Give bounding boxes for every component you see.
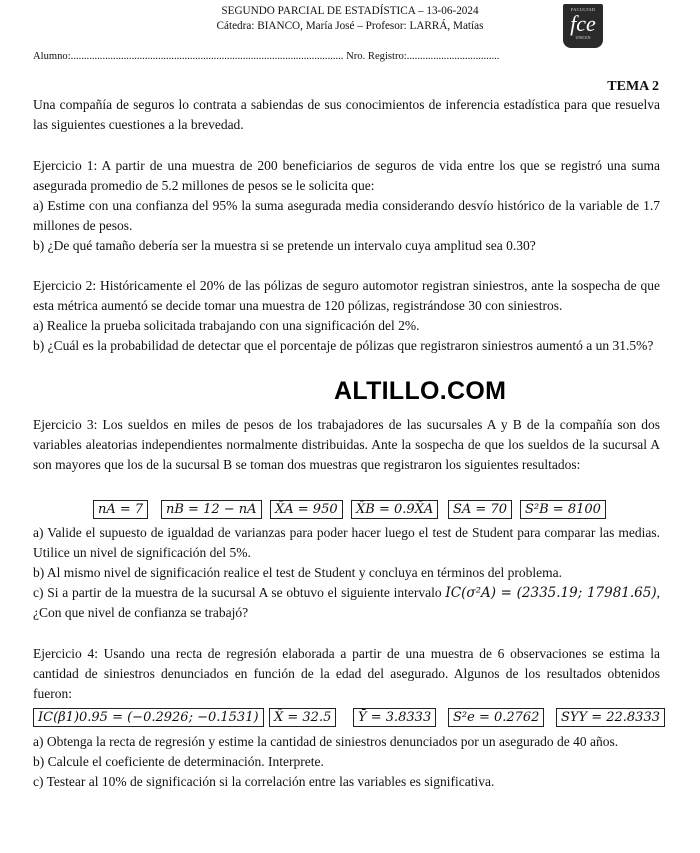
logo-main-text: fce — [570, 11, 596, 36]
ex4-part-a: a) Obtenga la recta de regresión y estime la cantidad de siniestros denunciados por un asegurado de 40 años. — [33, 734, 619, 749]
ex3-part-c-post: , ¿Con que nivel de confianza se trabajó? — [33, 585, 661, 620]
intro-text: Una compañía de seguros lo contrata a sabiendas de sus conocimientos de inferencia estadística para que resuelva las siguientes cuestiones a la brevedad. — [33, 97, 660, 132]
ex4-box-se2: S²e = 0.2762 — [448, 708, 544, 727]
tema-label: TEMA 2 — [607, 79, 659, 94]
faculty-logo — [563, 4, 603, 48]
ex3-part-a: a) Valide el supuesto de igualdad de varianzas para poder hacer luego el test de Student para comparar las medias. Utilice un nivel de significación del 5%. — [33, 525, 660, 560]
ex3-box-sa: SA = 70 — [448, 500, 512, 519]
ex3-box-na: nA = 7 — [93, 500, 148, 519]
ex3-box-xa: X̄A = 950 — [270, 500, 343, 519]
watermark-altillo: ALTILLO.COM — [334, 377, 507, 405]
ex3-box-sb2: S²B = 8100 — [520, 500, 606, 519]
ex2-stem: Ejercicio 2: Históricamente el 20% de las pólizas de seguro automotor registran siniestros, ante la sospecha de que esta métrica aumentó se decide tomar una muestra de 120 pólizas, registrándose 30 con siniestros. — [33, 278, 660, 313]
exercise-2 — [33, 276, 660, 356]
ex3-interval: IC(σ²A) = (2335.19; 17981.65) — [445, 585, 657, 601]
intro-paragraph — [33, 95, 660, 135]
exercise-3 — [33, 415, 660, 475]
ex3-part-b: b) Al mismo nivel de significación realice el test de Student y concluya en términos del problema. — [33, 565, 562, 580]
ex3-stem: Ejercicio 3: Los sueldos en miles de pesos de los trabajadores de las sucursales A y B de la compañía son dos variables aleatorias independientes normalmente distribuidas. Ante la sospecha de que los sueldos de la sucursal A son mayores que los de la sucursal B se toman dos muestras que registraron los siguientes resultados: — [33, 417, 660, 472]
ex2-part-a: a) Realice la prueba solicitada trabajando con una significación del 2%. — [33, 318, 420, 333]
student-info-line: Alumno:....................................................................................................... Nro. Registro:................................... — [33, 51, 500, 62]
ex4-box-syy: SYY = 22.8333 — [556, 708, 665, 727]
exam-subtitle: Cátedra: BIANCO, María José – Profesor: LARRÁ, Matías — [216, 20, 484, 32]
ex4-box-xbar: X̄ = 32.5 — [269, 708, 336, 727]
logo-top-text: FACULTAD — [570, 7, 596, 12]
ex1-part-a: a) Estime con una confianza del 95% la suma asegurada media considerando desvío histórico de la variable de 1.7 millones de pesos. — [33, 198, 660, 233]
ex4-part-c: c) Testear al 10% de significación si la correlación entre las variables es significativa. — [33, 774, 495, 789]
exercise-4 — [33, 644, 660, 704]
ex4-box-ybar: Ȳ = 3.8333 — [353, 708, 436, 727]
ex4-stem: Ejercicio 4: Usando una recta de regresión elaborada a partir de una muestra de 6 observaciones se estima la cantidad de siniestros denunciados en función de la edad del asegurado. Algunos de los resultados obtenidos fueron: — [33, 646, 660, 701]
logo-bottom-text: UNICEN — [575, 35, 591, 40]
exercise-3-parts — [33, 523, 660, 623]
exam-title: SEGUNDO PARCIAL DE ESTADÍSTICA – 13-06-2024 — [221, 5, 479, 17]
ex3-box-xb: X̄B = 0.9X̄A — [351, 500, 438, 519]
ex4-part-b: b) Calcule el coeficiente de determinación. Interprete. — [33, 754, 324, 769]
ex4-box-ic-beta1: IC(β1)0.95 = (−0.2926; −0.1531) — [33, 708, 264, 727]
ex3-part-c — [33, 583, 660, 623]
ex1-stem: Ejercicio 1: A partir de una muestra de 200 beneficiarios de seguros de vida entre los que se registró una suma asegurada promedio de 5.2 millones de pesos se le solicita que: — [33, 158, 660, 193]
ex3-part-c-pre: c) Si a partir de la muestra de la sucursal A se obtuvo el siguiente intervalo — [33, 585, 442, 600]
exercise-4-parts — [33, 732, 660, 792]
ex2-part-b: b) ¿Cuál es la probabilidad de detectar que el porcentaje de pólizas que registraron siniestros aumentó a un 31.5%? — [33, 338, 654, 353]
ex3-box-nb: nB = 12 − nA — [161, 500, 262, 519]
exercise-1 — [33, 156, 660, 256]
ex1-part-b: b) ¿De qué tamaño debería ser la muestra si se pretende un intervalo cuya amplitud sea 0.30? — [33, 238, 536, 253]
